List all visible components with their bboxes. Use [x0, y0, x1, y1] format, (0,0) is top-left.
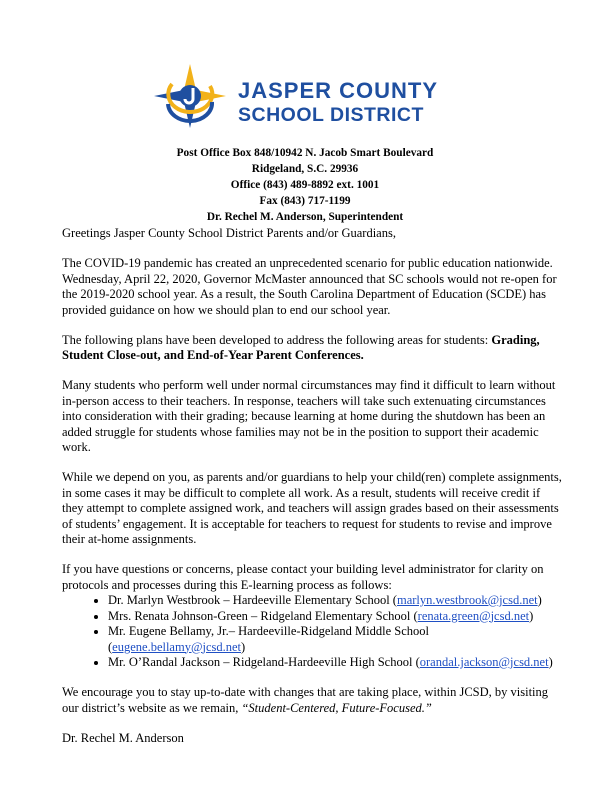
- fax-number: Fax (843) 717-1199: [259, 195, 351, 207]
- address-line: Post Office Box 848/10942 N. Jacob Smart Boulevard: [176, 147, 434, 159]
- list-item: [108, 593, 562, 609]
- paren-close: ): [548, 655, 553, 669]
- contact-name: Mr. Eugene Bellamy, Jr.– Hardeeville-Ridgeland Middle School (: [108, 624, 429, 654]
- contact-list: [62, 593, 562, 671]
- signature: Dr. Rechel M. Anderson: [62, 730, 184, 745]
- office-phone: Office (843) 489-8892 ext. 1001: [230, 179, 380, 191]
- contact-name: Mrs. Renata Johnson-Green – Ridgeland Elementary School (: [108, 608, 418, 623]
- district-logo: [150, 64, 470, 128]
- email-link[interactable]: eugene.bellamy@jcsd.net: [112, 639, 241, 654]
- paragraph-grading: Many students who perform well under normal circumstances may find it difficult to learn without in-person access to their teachers. In response, teachers will take such extenuating circumstances into consideration with their grading; because learning at home during the shutdown has been an added struggle for students whose families may not be in the position to support their academic work.: [62, 378, 556, 454]
- paragraph-contacts: If you have questions or concerns, please contact your building level administrator for clarity on protocols and processes during this E-learning process as follows:: [62, 562, 544, 592]
- letter-body: [62, 226, 562, 761]
- website-lead: We encourage you to stay up-to-date with changes that are taking place, within JCSD, by visiting our district’s website as we remain,: [62, 685, 549, 715]
- paragraph-credit: While we depend on you, as parents and/or guardians to help your child(ren) complete assignments, in some cases it may be difficult to complete all work. As a result, students will receive credit if they attempt to complete assigned work, and teachers will assign grades based on their assessments of students’ engagement. It is acceptable for teachers to request for students to revise and improve their at-home assignments.: [62, 470, 562, 546]
- email-link[interactable]: renata.green@jcsd.net: [417, 608, 530, 623]
- list-item: [108, 624, 562, 655]
- district-motto: “Student-Centered, Future-Focused.”: [241, 700, 432, 715]
- superintendent-line: Dr. Rechel M. Anderson, Superintendent: [206, 211, 404, 223]
- letterhead: [0, 145, 610, 225]
- paragraph-covid: The COVID-19 pandemic has created an unprecedented scenario for public education nationwide. Wednesday, April 22, 2020, Governor McMaster announced that SC schools would not re-open for the 2019-2020 school year. As a result, the South Carolina Department of Education (SCDE) has provided guidance on how we should plan to end our school year.: [62, 256, 557, 317]
- paren-close: ): [241, 639, 246, 654]
- contact-name: Mr. O’Randal Jackson – Ridgeland-Hardeeville High School (: [108, 655, 420, 669]
- city-line: Ridgeland, S.C. 29936: [251, 163, 359, 175]
- paragraph-website: [62, 685, 562, 716]
- greeting: Greetings Jasper County School District Parents and/or Guardians,: [62, 226, 396, 240]
- list-item: [108, 609, 562, 625]
- logo-line-2: SCHOOL DISTRICT: [238, 104, 424, 126]
- email-link[interactable]: marlyn.westbrook@jcsd.net: [396, 593, 538, 607]
- logo-line-1: JASPER COUNTY: [238, 78, 439, 103]
- plans-lead: The following plans have been developed to address the following areas for students:: [62, 332, 492, 347]
- email-link[interactable]: orandal.jackson@jcsd.net: [419, 655, 549, 669]
- paren-close: ): [529, 608, 534, 623]
- paragraph-plans: [62, 333, 562, 364]
- list-item: [108, 655, 562, 671]
- compass-j-icon: [150, 64, 230, 128]
- paren-close: ): [537, 593, 542, 607]
- plans-areas: Grading, Student Close-out, and End-of-Year Parent Conferences.: [62, 332, 540, 362]
- contact-name: Dr. Marlyn Westbrook – Hardeeville Elementary School (: [108, 593, 397, 607]
